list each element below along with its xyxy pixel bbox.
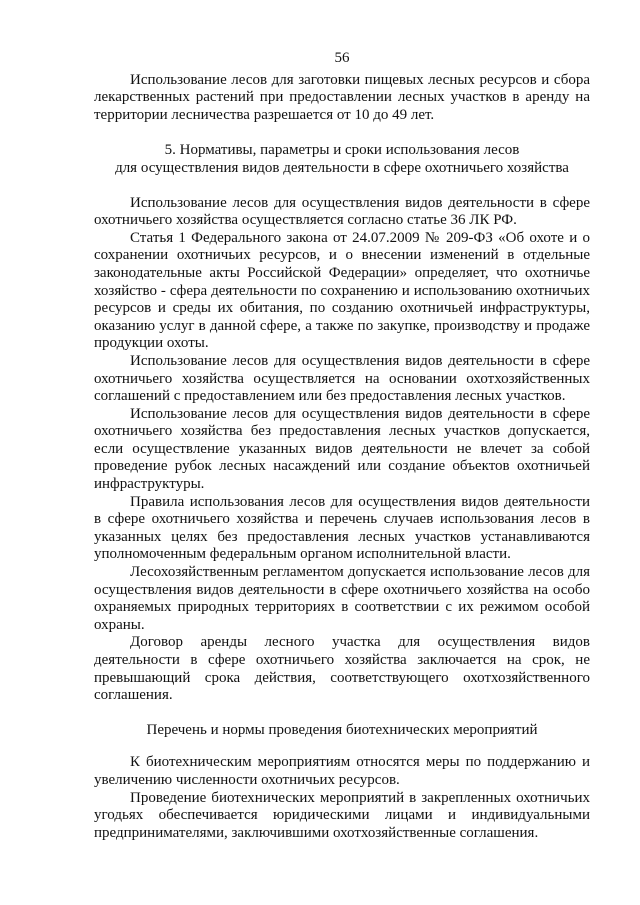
spacer: [94, 124, 590, 142]
section-5-paragraph: Статья 1 Федерального закона от 24.07.2009 № 209-ФЗ «Об охоте и о сохранении охотничьих ресурсов, и о внесении изменений в отдельные законодательные акты Российской Федерации» определяет, что охотничье хозяйство - сфера деятельности по сохранению и использованию охотничьих ресурсов и среды их обитания, по созданию охотничьей инфраструктуры, оказанию услуг в данной сфере, а также по закупке, производству и продаже продукции охоты.: [94, 229, 590, 352]
spacer: [94, 178, 590, 195]
section-5-paragraph: Использование лесов для осуществления видов деятельности в сфере охотничьего хозяйства без предоставления лесных участков допускается, если осуществление указанных видов деятельности не влечет за собой проведение рубок лесных насаждений или создание объектов охотничьей инфраструктуры.: [94, 405, 590, 493]
intro-paragraph: Использование лесов для заготовки пищевых лесных ресурсов и сбора лекарственных растений при предоставлении лесных участков в аренду на территории лесничества разрешается от 10 до 49 лет.: [94, 71, 590, 123]
biotech-heading: Перечень и нормы проведения биотехнических мероприятий: [146, 721, 538, 738]
section-5-paragraph: Лесохозяйственным регламентом допускается использование лесов для осуществления видов деятельности в сфере охотничьего хозяйства на особо охраняемых природных территориях в соответствии с их режимом особой охраны.: [94, 564, 590, 633]
section-5-paragraph: Правила использования лесов для осуществления видов деятельности в сфере охотничьего хозяйства и перечень случаев использования лесов в указанных целях без предоставления лесных участков устанавливаются уполномоченным федеральным органом исполнительной власти.: [94, 493, 590, 563]
document-page: [94, 50, 590, 842]
section-5-heading-line-2: для осуществления видов деятельности в сфере охотничьего хозяйства: [115, 159, 569, 176]
biotech-paragraph: Проведение биотехнических мероприятий в закрепленных охотничьих угодьях обеспечивается юридическими лицами и индивидуальными предпринимателями, заключившими охотхозяйственные соглашения.: [94, 789, 590, 841]
spacer: [94, 705, 590, 722]
section-5-paragraph: Договор аренды лесного участка для осуществления видов деятельности в сфере охотничьего хозяйства заключается на срок, не превышающий срока действия, соответствующего охотхозяйственного соглашения.: [94, 634, 590, 704]
section-5-paragraph: Использование лесов для осуществления видов деятельности в сфере охотничьего хозяйства осуществляется на основании охотхозяйственных соглашений с предоставлением или без предоставления лесных участков.: [94, 352, 590, 405]
section-5-paragraph: Использование лесов для осуществления видов деятельности в сфере охотничьего хозяйства осуществляется согласно статье 36 ЛК РФ.: [94, 194, 590, 229]
page-number: 56: [334, 50, 350, 66]
section-5-heading-line-1: 5. Нормативы, параметры и сроки использования лесов: [164, 142, 520, 159]
biotech-paragraph: К биотехническим мероприятиям относятся меры по поддержанию и увеличению численности охотничьих ресурсов.: [94, 754, 590, 788]
spacer: [94, 739, 590, 754]
